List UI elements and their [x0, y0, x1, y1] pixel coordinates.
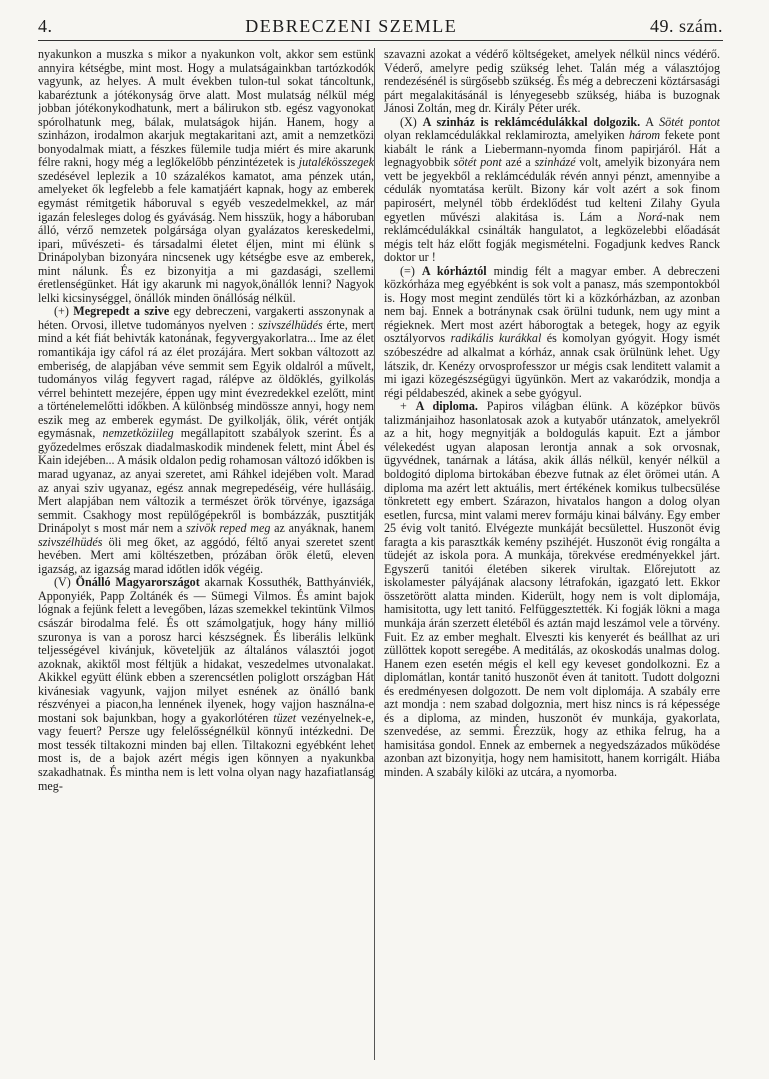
article-onallo-magyarorszagot: (V) Önálló Magyarországot akarnak Kossuthék, Batthyánviék, Apponyiék, Papp Zoltánék és — Sümegi Vilmos. És amint bajok lógnak a fejünk felett a levegőben, lázas szemekkel tekintünk Vilmos császár birodalma felé. És ott számolgatjuk, hogy hány millió szuronya is van a porosz harci készségnek. És liberális lelkünk teljességével kivánjuk, követeljük az általános választói jogot azoknak, akiktől most féltjük a hidakat, veszedelmes utvonalakat. Akikkel együtt élünk ebben a szerencsétlen poliglott országban Hát kivánesiak vagyunk, vajjon milyet esnének az önálló bank részvényei a piacon,ha lennének ilyenek, hogy vajjon használna-e mostani sok bajunkban, hogy a gyakorlótéren tüzet vezényelnek-e, vagy feuert? Persze ugy felelősségnélkül könnyű intézkedni. De most tessék tiltakozni minden baj ellen. Tiltakozni egyébként lehet most is, de a bajok azért mégis igen könnyen a nyakunkba szakadhatnak. És mintha nem is lett volna olyan nagy hazafiatlanság meg-	[38, 575, 374, 793]
newspaper-title: DEBRECZENI SZEMLE	[245, 16, 458, 36]
article-heading: A kórháztól	[421, 263, 487, 278]
article-heading: A szinház is reklámcédulákkal dolgozik.	[422, 114, 641, 129]
article-diploma: + A diploma. Papiros világban élünk. A középkor büvös talizmánjaihoz hasonlatosak azok a kutyabőr utánzatok, amelyekről az a hit, hogy megnyitják a boldogulás kapuit. Ezt a jámbor vélekedést ugyan alaposan lerontja annak a sok orvosnak, ügyvédnek, tanárnak a látása, akik állás nélkül, kenyér nélkül a boldogitó diploma birtokában ébezve futnak az élet örömei után. A diploma ma azért lett aktuális, mert értékének komikus tulbecsülése tönkretett egy embert. Szárazon, hivatalos hangon a dolog olyan esetlen, furcsa, mint valami merev formáju kinai bálvány. Egy ember 25 évig volt tanitó. Elvégezte munkáját becsülettel. Huszonöt évig faragta a kis parasztkák kemény pszihéjét. Huszonöt évig rongálta a tüdejét az iskola pora. A munkája, törekvése eredményekkel járt. Egyszerű tanitói életében sikerek virultak. Előrejutott az iskolamester pályájának alacsony létrafokán, igazgató lett. Ekkor összetörött alatta minden. Kiderült, hogy nem is volt diplomája, hamisitotta, ugy lett tanitó. Felfüggesztették. Ki fogják lökni a maga munkája árán szerzett életéből és aztán majd leszámol vele a törvény. Fuit. Ez az ember meghalt. Elveszti kis kenyerét és beállhat az uri züllöttek kopott seregébe. A meditálás, az okoskodás unalmas dolog. Hanem ezen esetén mégis el kell egy keveset gondolkozni. Ez a diplomátlan, kontár tanitó huszonöt éven át tanitott. Tudott dolgozni és eredményesen dolgozott. De nem volt diplomája. A szabály erre azt mondja : nem szabad dolgoznia, mert hisz nincs is rá képessége és a diploma, az minden, huszonöt év munkája, gyakorlata, szenvedése, az semmi. Érezzük, hogy az ethika felrug, ha a hamisitása gondol. Ennek az embernek a negyedszázados működése azonban azt bizonyitja, hogy nem hamisitott, hanem korrigált. Hiába minden. A szabály kilöki az utcára, a nyomorba.	[384, 399, 720, 779]
left-column	[38, 48, 374, 1072]
issue-number: 49. szám.	[650, 16, 723, 36]
right-column	[384, 48, 720, 1072]
page-number: 4.	[38, 16, 53, 36]
article-continuation-right: szavazni azokat a védérő költségeket, amelyek nélkül nincs védérő. Véderő, amelyre pedig szükség lehet. Talán még a választójog rendezésénél is sürgősebb szükség. És még a debreczeni köztársasági párt megalakitásánál is lényegesebb szükség, hiába is buzognak Jánosi Zoltán, meg dr. Király Péter urék.	[384, 48, 720, 116]
article-continuation: nyakunkon a muszka s mikor a nyakunkon volt, akkor sem estünk annyira kétségbe, mint most. Hogy a mulatságainkban tartózkodók vagyunk, az helyes. A mult években tulon-tul sokat táncoltunk, kabaréztunk a jótékonyság örve alatt. Most mulatság nélkül még jobban jótékonykodhatunk, mert a bálirukon stb. egész vagyonokat spórolhatunk meg, bálak, mulatságok hiján. Hanem, hogy a szinházon, irodalmon akarjuk megtakaritani azt, amit a nemzetközi bonyodalmak miatt, a fészkes fülemile tudja miért és mire akarunk félre rakni, hogy még a leglőkelőbb pénzintézetek is jutalékösszegek szedésével leplezik a 10 százalékos kamatot, ama pénzek után, amelyeket ők legfelebb a fele kamatjáért kapnak, hogy az emberek egymást rémitgetik háboruval s egyéb veszedelmekkel, az már igazán felesleges dolog és gyáváság. Nem hisszük, hogy a háboruban álló, vérző nemzetek polgársága olyan gyalázatos kereskedelmi, ipari, művészeti- és társadalmi életet éljen, mint mi élünk s Drinápolyban bizonyára nincsenek ugy kétségbe esve az emberek, mint nálunk. És ez bizonyitja a mi gazdasági, szellemi éretlenségünket. Hát igy akarunk mi nagyok,önállók lenni? Nagyok lelki kicsinységgel, önállók minden önállóság nélkül.	[38, 48, 374, 305]
article-heading: Önálló Magyarországot	[75, 575, 200, 590]
article-szinhaz-reklam: (X) A szinház is reklámcédulákkal dolgozik. A Sötét pontot olyan reklamcédulákkal reklamirozta, amelyiken három fekete pont kiabált le ránk a Liebermann-nyomda finom papirjáról. Hát a legnagyobbik sötét pont azé a szinházé volt, amelyik bizonyára nem vett be jegyekből a reklámcédulák révén annyi pénzt, amennyibe a cédulák nyomtatása került. Bizony kár volt azért a sok finom papirosért, melynél több érdeklődést tud kelteni Zilahy Gyula egyetlen művészi alakitása is. Lám a Norá-nak nem reklámcédulákkal csinálták hangulatot, a legközelebbi előadását mégis telt ház előtt fogják megismételni. Fogadjunk kedves Ranck doktor ur !	[384, 114, 720, 265]
article-heading: A diploma.	[415, 399, 478, 414]
page-header	[38, 16, 723, 41]
article-megrepedt-a-szive: (+) Megrepedt a szive egy debreczeni, vargakerti asszonynak a héten. Orvosi, illetve tudományos nyelven : szivszélhüdés érte, mert mind a két fiát behivták katonának, fegyvergyakorlatra... Ime az élet romantikája igy cáfol rá az élet prozájára. Mert sokban változott az emberiség, de alapjában véve semmit sem Egyik oldalról a művelt, tudományos világ fegyvert ragad, rálépve az öldöklés, gyilkolás vérrel behintett mezejére, éppen ugy mint évezredekkel ezelőtt, mint a történelemelőtti időkben. A különbség mindössze annyi, hogy nem eszik meg az emberek egymást. De gyilkolják, ölik, vérét ontják egymásnak, nemzetköziileg megállapitott szabályok szerint. És a győzedelmes erőszak diadalmaskodik mindenek felett, mint Ábel és Kain idejében... A másik oldalon pedig rohamosan változó időkben is marad ugyanaz, az anyai szeretet, ami Ráhkel idejében volt. Marad az anyai sziv ugyanaz, egész annak megrepedéséig, vére hullásáig. Mert alapjában nem változik a természet örök törvénye, igazsága semmit. Csakhogy most repülőgépekről is bombázzák, pusztitják Drinápolyt s most már nem a szivök reped meg az anyáknak, hanem szivszélhüdés öli meg őket, az aggódó, féltő anyai szeretet szent hevében. Mert ami költészetben, prózában örök életű, eleven igazság, az igazság marad időtlen idők végéig.	[38, 304, 374, 576]
article-korhaz: (=) A kórháztól mindig félt a magyar ember. A debreczeni közkórháza meg egyébként is sok volt a panasz, más szempontokból is. Hogy most megint zendülés tört ki a közkórházban, az azonban nem baj. Ennek a botránynak csak örülni tudunk, nem ugy mint a régieknek. Mert most azért háborogtak a betegek, hogy az egyik osztályorvos radikális kurákkal és komolyan gyógyit. Hogy ismét szóbeszédre ad alkalmat a kórház, annak csak örülnünk lehet. Ugy látszik, dr. Kenézy orvosprofesszor ur mégis csak lenditett valamit a mi igazi közegészségügyi ügyünkön. Mert az vakaródzik, mondja a régi példabeszéd, akinek a sebe gyógyul.	[384, 263, 720, 400]
column-divider	[374, 48, 375, 1060]
article-heading: Megrepedt a szive	[73, 304, 170, 319]
